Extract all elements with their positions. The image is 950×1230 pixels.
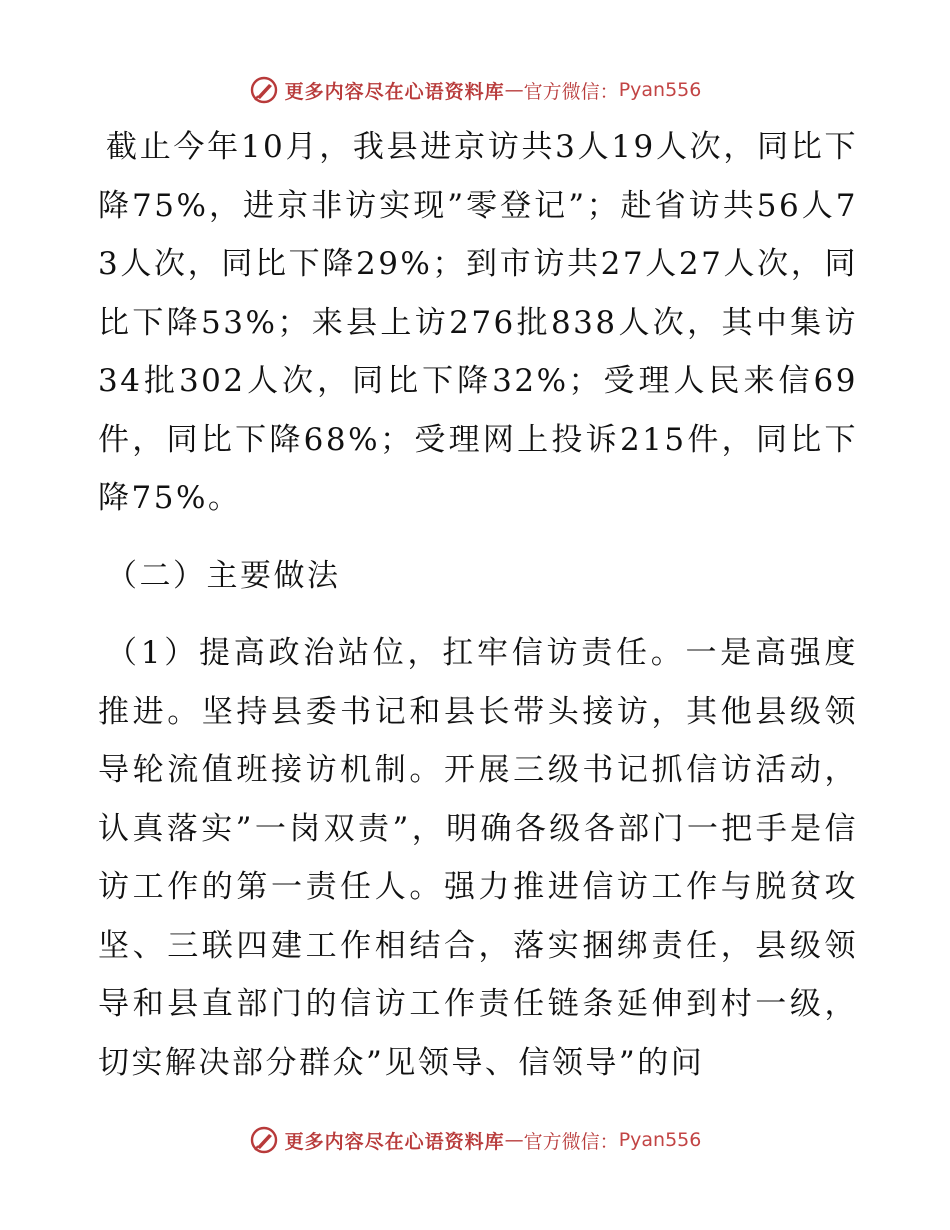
watermark-site-text: 更多内容尽在心语资料库 <box>284 80 505 103</box>
watermark-banner-top <box>0 70 950 110</box>
paragraph-methods: （1）提高政治站位，扛牢信访责任。一是高强度推进。坚持县委书记和县长带头接访，其他县级领导轮流值班接访机制。开展三级书记抓信访活动，认真落实”一岗双责”，明确各级各部门一把手是信访工作的第一责任人。强力推进信访工作与脱贫攻坚、三联四建工作相结合，落实捆绑责任，县级领导和县直部门的信访工作责任链条延伸到村一级，切实解决部分群众”见领导、信领导”的问 <box>98 635 858 1081</box>
watermark-wechat-label: 官方微信： <box>523 80 619 103</box>
watermark-banner-bottom <box>0 1120 950 1160</box>
quill-logo-icon <box>249 1125 279 1155</box>
paragraph-statistics: 截止今年10月，我县进京访共3人19人次，同比下降75%，进京非访实现”零登记”；赴省访共56人73人次，同比下降29%；到市访共27人27人次，同比下降53%；来县上访276批838人次，其中集访34批302人次，同比下降32%；受理人民来信69件，同比下降68%；受理网上投诉215件，同比下降75%。 <box>98 129 858 516</box>
watermark-separator: — <box>504 1129 524 1151</box>
quill-logo-icon <box>249 75 279 105</box>
watermark-wechat-id: Pyan556 <box>618 1129 702 1151</box>
watermark-wechat-id: Pyan556 <box>618 79 702 101</box>
watermark-site-text: 更多内容尽在心语资料库 <box>284 1130 505 1153</box>
section-heading: （二）主要做法 <box>106 557 341 594</box>
document-body <box>98 118 858 1092</box>
watermark-separator: — <box>504 79 524 101</box>
watermark-wechat-label: 官方微信： <box>523 1130 619 1153</box>
